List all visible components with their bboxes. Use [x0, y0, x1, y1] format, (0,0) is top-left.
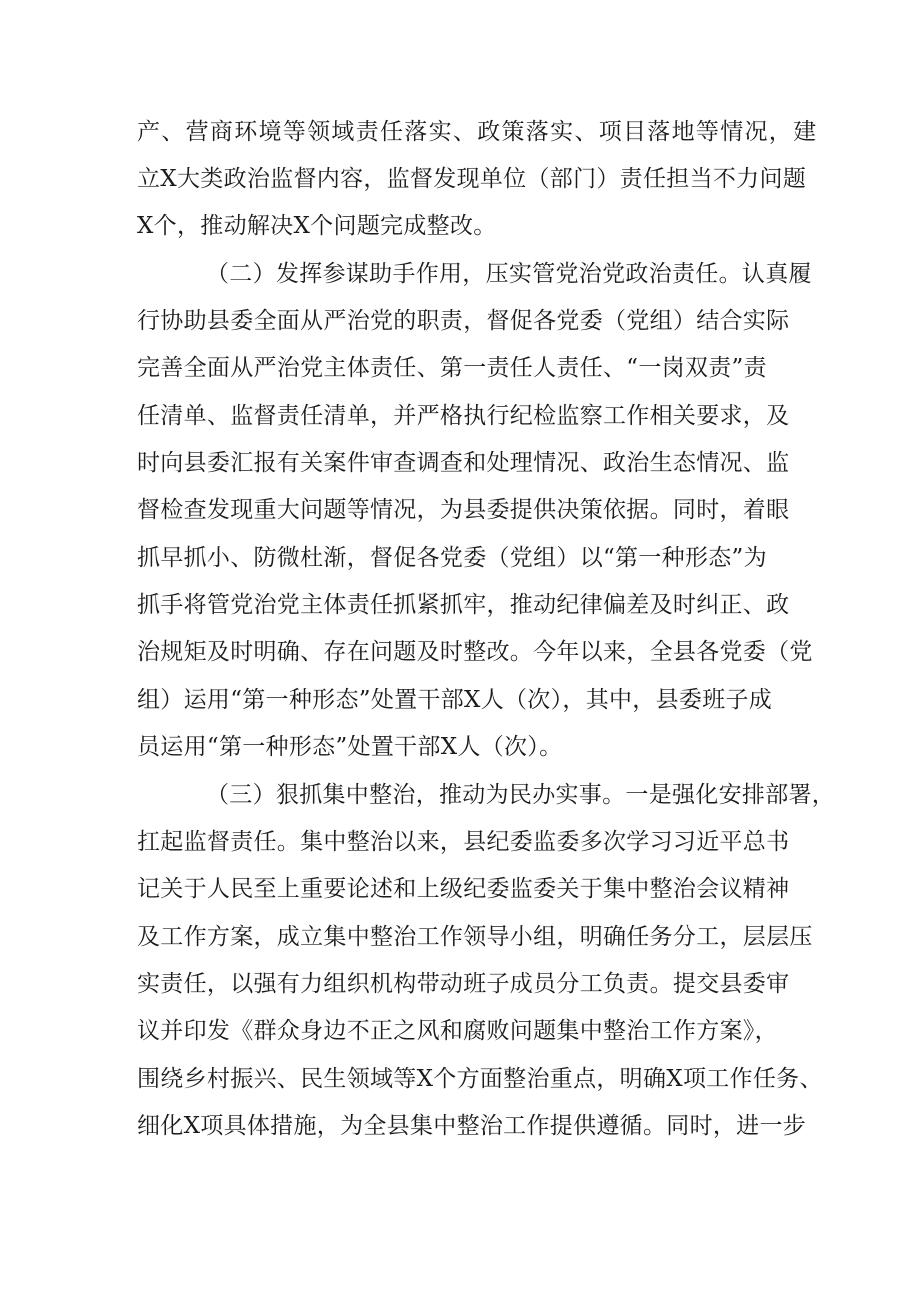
- text-line: 扛起监督责任。集中整治以来，县纪委监委多次学习习近平总书: [137, 829, 790, 855]
- text-line: X个，推动解决X个问题完成整改。: [137, 213, 497, 239]
- text-line: 时向县委汇报有关案件审查调查和处理情况、政治生态情况、监: [137, 450, 790, 476]
- text-line: （三）狠抓集中整治，推动为民办实事。一是强化安排部署，: [206, 782, 836, 808]
- text-line: 治规矩及时明确、存在问题及时整改。今年以来，全县各党委（党: [137, 639, 813, 665]
- text-line: 员运用“第一种形态”处置干部X人（次）。: [137, 734, 563, 760]
- text-line: 围绕乡村振兴、民生领域等X个方面整治重点，明确X项工作任务、: [137, 1066, 823, 1092]
- text-line: 行协助县委全面从严治党的职责，督促各党委（党组）结合实际: [137, 308, 790, 334]
- text-line: 组）运用“第一种形态”处置干部X人（次），其中，县委班子成: [137, 687, 773, 713]
- text-line: 及工作方案，成立集中整治工作领导小组，明确任务分工，层层压: [137, 924, 813, 950]
- text-line: 完善全面从严治党主体责任、第一责任人责任、“一岗双责”责: [137, 355, 767, 381]
- text-line: 细化X项具体措施，为全县集中整治工作提供遵循。同时，进一步: [137, 1113, 807, 1139]
- text-line: 立X大类政治监督内容，监督发现单位（部门）责任担当不力问题: [137, 166, 807, 192]
- text-line: 抓手将管党治党主体责任抓紧抓牢，推动纪律偏差及时纠正、政: [137, 592, 790, 618]
- text-line: （二）发挥参谋助手作用，压实管党治党政治责任。认真履: [206, 261, 812, 287]
- text-line: 产、营商环境等领域责任落实、政策落实、项目落地等情况，建: [137, 119, 818, 145]
- text-line: 实责任，以强有力组织机构带动班子成员分工负责。提交县委审: [137, 971, 790, 997]
- text-line: 督检查发现重大问题等情况，为县委提供决策依据。同时，着眼: [137, 497, 790, 523]
- text-line: 抓早抓小、防微杜渐，督促各党委（党组）以“第一种形态”为: [137, 545, 767, 571]
- text-line: 任清单、监督责任清单，并严格执行纪检监察工作相关要求，及: [137, 403, 790, 429]
- text-line: 议并印发《群众身边不正之风和腐败问题集中整治工作方案》，: [137, 1018, 778, 1044]
- text-line: 记关于人民至上重要论述和上级纪委监委关于集中整治会议精神: [137, 876, 790, 902]
